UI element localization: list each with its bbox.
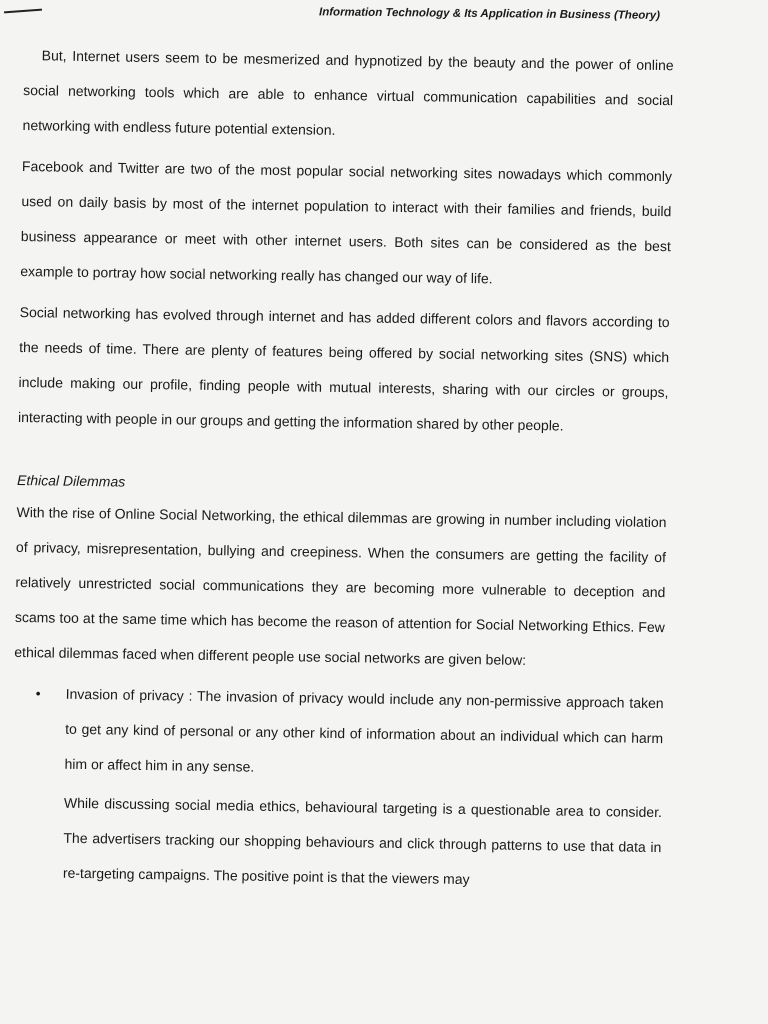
paragraph-3: Social networking has evolved through internet and has added different colors and flavors according to the needs of time. There are plenty of features being offered by social networking sites (SNS) which include making our profile, finding people with mutual interests, sharing with our circles or groups, interacting with people in our groups and getting the information shared by other people.: [17, 303, 670, 434]
bullet-marker: •: [35, 685, 41, 702]
bullet-text: Invasion of privacy : The invasion of privacy would include any non-permissive approach taken to get any kind of personal or any other kind of information about an individual which can harm him or affect him in any sense.: [64, 685, 664, 775]
running-header: Information Technology & Its Application in Business (Theory): [318, 6, 661, 22]
page-body: [11, 38, 674, 900]
section-paragraph: With the rise of Online Social Networking, the ethical dilemmas are growing in number including violation of privacy, misrepresentation, bullying and creepiness. When the consumers are getting the facility of relatively unrestricted social communications they are becoming more vulnerable to deception and scams too at the same time which has become the reason of attention for Social Networking Ethics. Few ethical dilemmas faced when different people use social networks are given below:: [14, 503, 667, 668]
paragraph-1: But, Internet users seem to be mesmerized and hypnotized by the beauty and the power of online social networking tools which are able to enhance virtual communication capabilities and social networking with endless future potential extension.: [22, 47, 674, 138]
corner-pen-mark: [4, 9, 42, 14]
section-heading: Ethical Dilemmas: [16, 471, 126, 490]
bullet-continuation: While discussing social media ethics, behavioural targeting is a questionable area to consider. The advertisers tracking our shopping behaviours and click through patterns to use that data in re-targeting campaigns. The positive point is that the viewers may: [62, 794, 663, 888]
dilemma-list: [11, 676, 664, 900]
list-item: [11, 676, 664, 900]
paragraph-2: Facebook and Twitter are two of the most popular social networking sites nowadays which commonly used on daily basis by most of the internet population to interact with their families and friends, build business appearance or meet with other internet users. Both sites can be considered as the best example to portray how social networking really has changed our way of life.: [20, 157, 673, 287]
